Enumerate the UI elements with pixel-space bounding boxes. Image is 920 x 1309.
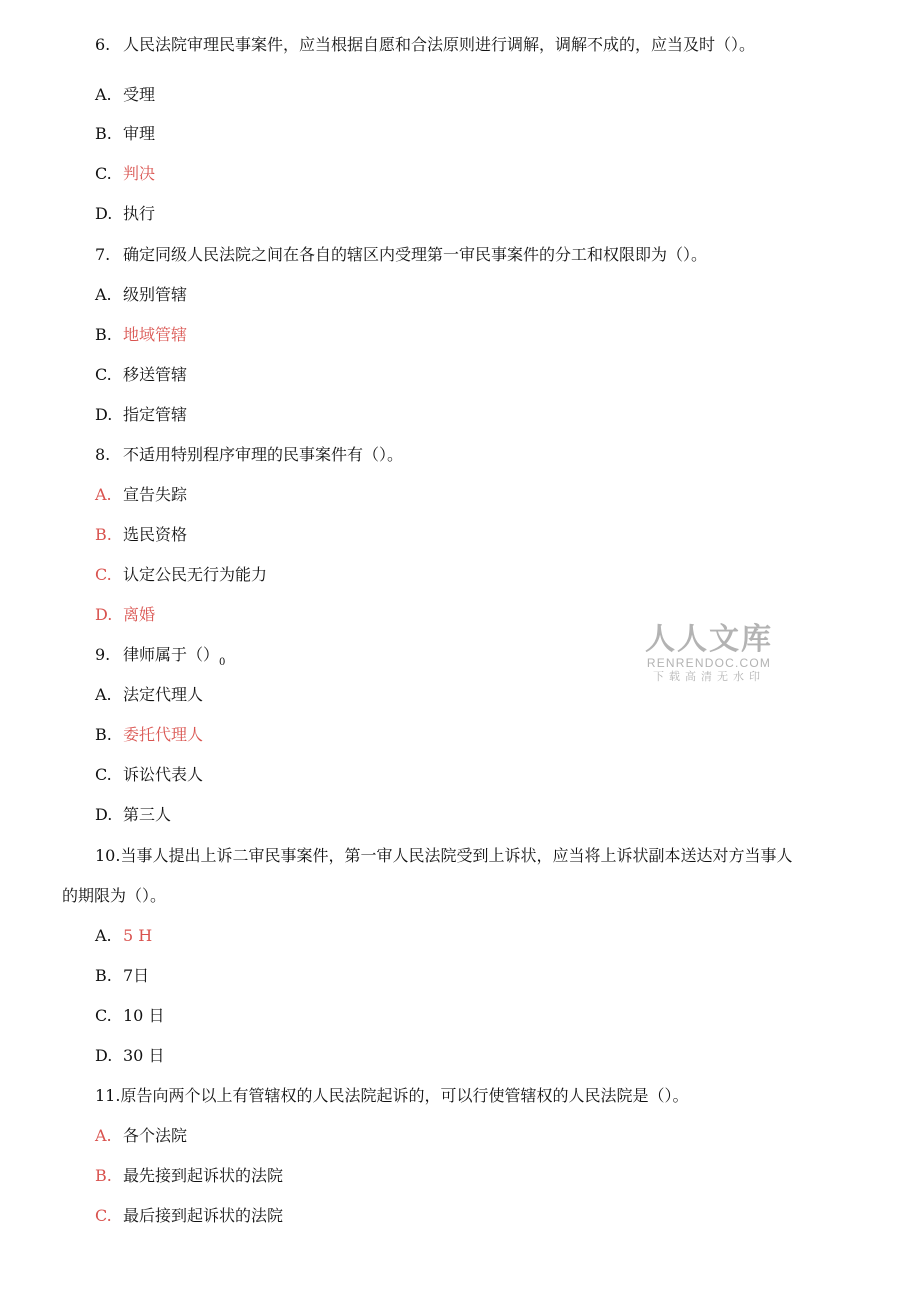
question-number: 10. [95,846,121,865]
question-10 [95,846,792,866]
watermark-subtitle: 下载高清无水印 [653,670,765,683]
option-label: A. [95,285,112,304]
watermark-url: RENRENDOC.COM [646,656,772,670]
option-text: 30 日 [123,1046,165,1065]
option-label: D. [95,204,113,223]
question-text: 原告向两个以上有管辖权的人民法院起诉的，可以行使管辖权的人民法院是（）。 [120,1086,689,1105]
watermark-title: 人人文库 [645,622,773,657]
option-text-answer: 委托代理人 [123,725,204,744]
option-label: A. [95,685,112,704]
option-label: C. [95,1006,112,1025]
option-11b [95,1166,283,1186]
option-text: 法定代理人 [123,685,204,704]
option-8b [95,525,187,545]
option-6d [95,204,155,224]
option-text: 宣告失踪 [123,485,188,504]
option-7b [95,325,187,345]
option-text: 级别管辖 [123,285,188,304]
option-10b [95,966,149,986]
option-6a [95,85,155,105]
option-label-answer: A. [95,1126,112,1145]
option-text-answer: 离婚 [123,605,156,624]
option-8c [95,565,267,585]
option-text-answer: 判决 [123,164,156,183]
question-suffix: 0 [219,657,226,668]
question-11 [95,1086,688,1106]
option-label-answer: C. [95,1206,112,1225]
option-label-answer: B. [95,525,112,544]
option-label: C. [95,365,112,384]
option-10a [95,926,152,946]
option-label: A. [95,85,112,104]
question-text: 确定同级人民法院之间在各自的辖区内受理第一审民事案件的分工和权限即为（）。 [123,245,708,264]
question-text: 律师属于（） [123,645,220,664]
option-9b [95,725,203,745]
option-label: A. [95,926,112,945]
question-8 [95,445,403,465]
question-text-continued: 的期限为（）。 [62,886,167,905]
option-text: 第三人 [123,805,172,824]
option-text: 诉讼代表人 [123,765,204,784]
option-text: 最先接到起诉状的法院 [123,1166,284,1185]
question-number: 6. [95,35,111,54]
option-text: 7日 [123,966,150,985]
option-label: B. [95,725,112,744]
option-11c [95,1206,283,1226]
question-text: 当事人提出上诉二审民事案件，第一审人民法院受到上诉状，应当将上诉状副本送达对方当事人 [120,846,793,865]
option-7d [95,405,187,425]
option-label: D. [95,805,113,824]
option-10c [95,1006,164,1026]
option-text-answer: 5 H [123,926,153,945]
option-label: C. [95,765,112,784]
option-text: 审理 [123,124,156,143]
question-9 [95,645,225,673]
option-7c [95,365,187,385]
question-text: 不适用特别程序审理的民事案件有（）。 [123,445,404,464]
option-label: D. [95,405,113,424]
question-10-continuation [62,886,166,906]
option-6b [95,124,155,144]
option-text: 移送管辖 [123,365,188,384]
option-text: 认定公民无行为能力 [123,565,268,584]
question-7 [95,245,707,265]
question-number: 9. [95,645,111,664]
option-text: 各个法院 [123,1126,188,1145]
option-9a [95,685,203,705]
option-label: B. [95,325,112,344]
option-text: 指定管辖 [123,405,188,424]
question-number: 11. [95,1086,121,1105]
question-number: 7. [95,245,111,264]
option-11a [95,1126,187,1146]
option-label: C. [95,164,112,183]
option-text: 受理 [123,85,156,104]
option-label-answer: B. [95,1166,112,1185]
question-6 [95,35,755,55]
option-7a [95,285,187,305]
option-6c [95,164,155,184]
question-text: 人民法院审理民事案件，应当根据自愿和合法原则进行调解，调解不成的，应当及时（）。 [123,35,756,54]
option-label-answer: D. [95,605,113,624]
option-8a [95,485,187,505]
option-label-answer: A. [95,485,112,504]
option-text-answer: 地域管辖 [123,325,188,344]
option-label: B. [95,966,112,985]
option-text: 10 日 [123,1006,165,1025]
question-number: 8. [95,445,111,464]
option-label-answer: C. [95,565,112,584]
option-8d [95,605,155,625]
option-9d [95,805,171,825]
option-text: 执行 [123,204,156,223]
option-9c [95,765,203,785]
watermark [640,624,778,684]
option-10d [95,1046,164,1066]
option-text: 最后接到起诉状的法院 [123,1206,284,1225]
option-label: D. [95,1046,113,1065]
option-text: 选民资格 [123,525,188,544]
option-label: B. [95,124,112,143]
